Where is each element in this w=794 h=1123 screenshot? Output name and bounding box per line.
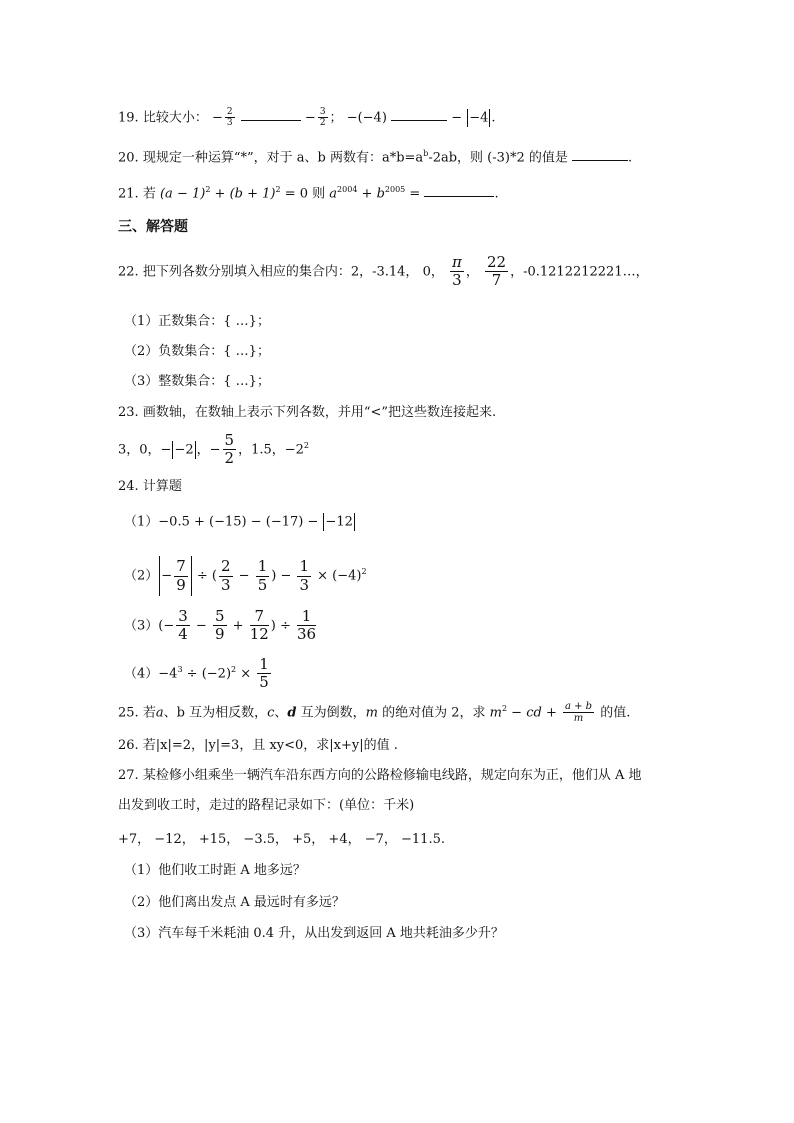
absolute-value: −4 xyxy=(469,110,489,126)
q23-numbers: 3，0，− −2 ，− $\frac{5}{2}$ ，1.5，$-2^2$ xyxy=(118,431,309,468)
fraction: $\frac{22}{7}$ xyxy=(487,253,507,290)
answer-blank[interactable] xyxy=(572,148,628,161)
question-27: 27. 某检修小组乘坐一辆汽车沿东西方向的公路检修输电线路，规定向东为正，他们从 A 地 xyxy=(118,768,642,783)
q24-part3: （3）(− $\frac{3}{4}$ − $\frac{5}{9}$ + $\frac{7}{12}$ ) ÷ $\frac{1}{36}$ xyxy=(124,607,317,644)
question-25: 25. 若a、b 互为相反数，c、d 互为倒数，m 的绝对值为 2，求 $m^2$ − cd + $\frac{a + b}{m}$ 的值. xyxy=(118,700,631,725)
section-heading: 三、解答题 xyxy=(118,219,188,235)
set-integer: （3）整数集合：{ …}； xyxy=(124,374,270,389)
fraction: $\frac{5}{2}$ xyxy=(224,431,235,468)
fraction: $\frac{3}{2}$ xyxy=(319,107,326,129)
q27-sub3: （3）汽车每千米耗油 0.4 升，从出发到返回 A 地共耗油多少升？ xyxy=(124,926,504,941)
q24-part4: $(4)-4^3 \div (-2)^2$ × $\frac{1}{5}$ xyxy=(124,655,269,692)
q24-part2: （2） − $\frac{7}{9}$ ÷ ( $\frac{2}{3}$ − $\frac{1}{5}$ ) − $\frac{1}{3}$ × $(-4)^2$ xyxy=(124,556,367,596)
fraction: $\frac{2}{3}$ xyxy=(226,107,233,129)
answer-blank[interactable] xyxy=(424,184,494,197)
question-22: 22. 把下列各数分别填入相应的集合内：2，-3.14， 0， $\frac{\pi}{3}$ ， $\frac{22}{7}$ ，-0.1212212221…， xyxy=(118,253,649,290)
q27-values: +7， −12， +15， −3.5， +5， +4， −7， −11.5. xyxy=(118,832,445,847)
q27-sub2: （2）他们离出发点 A 最远时有多远？ xyxy=(124,895,345,910)
answer-blank[interactable] xyxy=(391,108,447,121)
question-21: 21. 若 $(a - 1)^2 + (b + 1)^2 = 0$ 则 $a^{2004} + b^{2005}$ = . xyxy=(118,185,499,202)
question-20: 20. 现规定一种运算“*”，对于 a、b 两数有：$a*b=a^b-2ab$，则 (-3)*2 的值是 . xyxy=(118,149,633,166)
set-positive: （1）正数集合：{ …}； xyxy=(124,314,270,329)
answer-blank[interactable] xyxy=(241,108,301,121)
question-24: 24. 计算题 xyxy=(118,479,182,494)
question-26: 26. 若|x|=2，|y|=3，且 xy<0，求|x+y|的值 . xyxy=(118,738,398,753)
set-negative: （2）负数集合：{ …}； xyxy=(124,344,270,359)
q24-part1: （1）−0.5 + (−15) − (−17) − −12 xyxy=(124,514,353,530)
question-23: 23. 画数轴，在数轴上表示下列各数，并用“<”把这些数连接起来. xyxy=(118,405,497,420)
q27-sub1: （1）他们收工时距 A 地多远？ xyxy=(124,863,306,878)
q27-line2: 出发到收工时，走过的路程记录如下：(单位：千米) xyxy=(118,798,415,813)
question-19: 19. 比较大小： − $\frac{2}{3}$ − $\frac{3}{2}$ ； −(−4) − −4 . xyxy=(118,107,496,129)
fraction: $\frac{\pi}{3}$ xyxy=(451,253,462,290)
